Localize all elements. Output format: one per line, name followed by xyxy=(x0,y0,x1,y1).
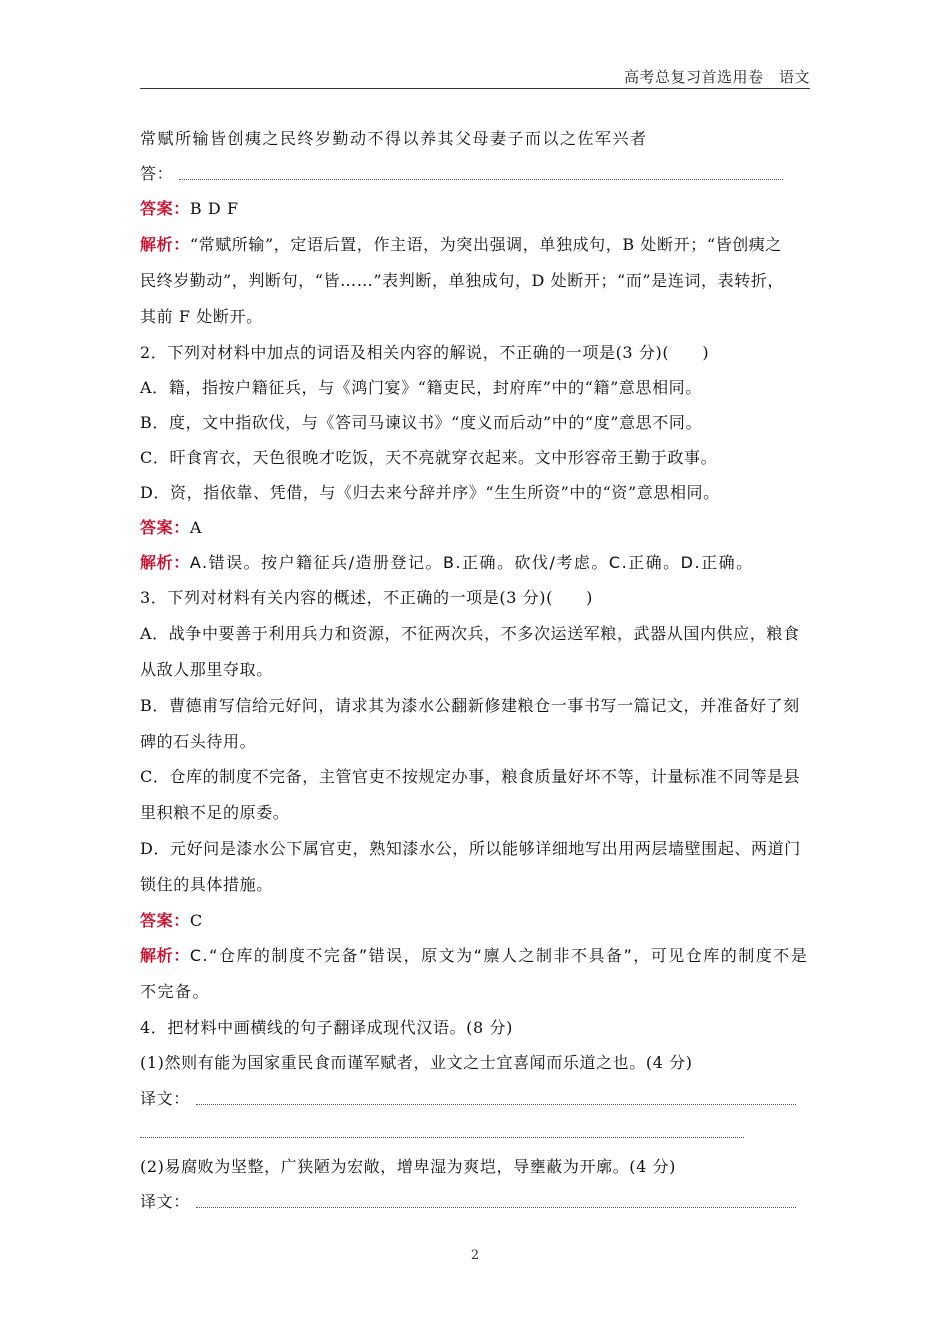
q3-stem: 3．下列对材料有关内容的概述，不正确的一项是(3 分)( ) xyxy=(140,588,594,607)
q2-option-c: C．旰食宵衣，天色很晚才吃饭，天不亮就穿衣起来。文中形容帝王勤于政事。 xyxy=(140,448,718,467)
page-header: 高考总复习首选用卷 语文 xyxy=(623,68,810,86)
q3-analysis-line-2: 不完备。 xyxy=(140,982,211,1001)
analysis-label: 解析： xyxy=(140,946,190,965)
answer-label: 答案： xyxy=(140,911,190,930)
q3-option-a-line-1: A．战争中要善于利用兵力和资源，不征两次兵，不多次运送军粮，武器从国内供应，粮食 xyxy=(140,624,800,643)
analysis-text: A.错误。按户籍征兵/造册登记。B.正确。砍伐/考虑。C.正确。D.正确。 xyxy=(189,553,754,572)
translation-label: 译文： xyxy=(140,1192,190,1211)
q1-analysis-line-1 xyxy=(140,234,820,256)
q2-stem: 2．下列对材料中加点的词语及相关内容的解说，不正确的一项是(3 分)( ) xyxy=(140,343,710,362)
q3-option-c-line-2: 里积粮不足的原委。 xyxy=(140,803,290,822)
q3-answer xyxy=(140,910,820,932)
q3-option-b-line-2: 碑的石头待用。 xyxy=(140,732,257,751)
analysis-text: C.“仓库的制度不完备”错误，原文为“廪人之制非不具备”，可见仓库的制度不是 xyxy=(189,946,809,965)
q2-analysis xyxy=(140,552,820,574)
q1-analysis-line-2: 民终岁勤动”，判断句，“皆……”表判断，单独成句，D 处断开；“而”是连词，表转折， xyxy=(140,271,785,290)
translation-row-2 xyxy=(140,1191,820,1213)
q4-sub2: (2)易腐败为坚整，广狭陋为宏敞，增卑湿为爽垲，导壅蔽为开廓。(4 分) xyxy=(140,1157,677,1176)
q3-option-c-line-1: C．仓库的制度不完备，主管官吏不按规定办事，粮食质量好坏不等，计量标准不同等是县 xyxy=(140,767,801,786)
q4-stem: 4．把材料中画横线的句子翻译成现代汉语。(8 分) xyxy=(140,1018,513,1037)
q4-sub1: (1)然则有能为国家重民食而谨军赋者，业文之士宜喜闻而乐道之也。(4 分) xyxy=(140,1053,693,1072)
q2-option-b: B．度，文中指砍伐，与《答司马谏议书》“度义而后动”中的“度”意思不同。 xyxy=(140,413,703,432)
translation-blank-2[interactable] xyxy=(196,1207,796,1208)
answer-blank[interactable] xyxy=(179,179,783,180)
translation-label: 译文： xyxy=(140,1089,190,1108)
q1-analysis-line-3: 其前 F 处断开。 xyxy=(140,307,263,326)
q3-analysis-line-1 xyxy=(140,945,820,967)
analysis-text: “常赋所输”，定语后置，作主语，为突出强调，单独成句，B 处断开；“皆创痍之 xyxy=(189,235,782,254)
translation-blank-1b[interactable] xyxy=(140,1137,744,1138)
answer-label: 答案： xyxy=(140,199,190,218)
q3-option-a-line-2: 从敌人那里夺取。 xyxy=(140,660,273,679)
q2-option-d: D．资，指依靠、凭借，与《归去来兮辞并序》“生生所资”中的“资”意思相同。 xyxy=(140,483,720,502)
translation-row-1 xyxy=(140,1088,820,1110)
answer-label: 答案： xyxy=(140,518,190,537)
q2-option-a: A．籍，指按户籍征兵，与《鸿门宴》“籍吏民，封府库”中的“籍”意思相同。 xyxy=(140,378,702,397)
answer-value: A xyxy=(189,518,202,537)
answer-prompt: 答： xyxy=(140,164,174,183)
q1-answer xyxy=(140,198,820,220)
answer-value: C xyxy=(189,911,203,930)
header-rule xyxy=(140,88,810,89)
answer-prompt-row xyxy=(140,163,820,185)
punctuation-sentence: 常赋所输皆创痍之民终岁勤动不得以养其父母妻子而以之佐军兴者 xyxy=(140,129,648,148)
analysis-label: 解析： xyxy=(140,235,190,254)
q3-option-d-line-2: 锁住的具体措施。 xyxy=(140,875,273,894)
translation-blank-1a[interactable] xyxy=(196,1104,796,1105)
analysis-label: 解析： xyxy=(140,553,190,572)
page-number: 2 xyxy=(470,1248,480,1263)
q2-answer xyxy=(140,517,820,539)
q3-option-d-line-1: D．元好问是漆水公下属官吏，熟知漆水公，所以能够详细地写出用两层墙壁围起、两道门 xyxy=(140,839,801,858)
q3-option-b-line-1: B．曹德甫写信给元好问，请求其为漆水公翻新修建粮仓一事书写一篇记文，并准备好了刻 xyxy=(140,696,800,715)
answer-value: B D F xyxy=(189,199,239,218)
